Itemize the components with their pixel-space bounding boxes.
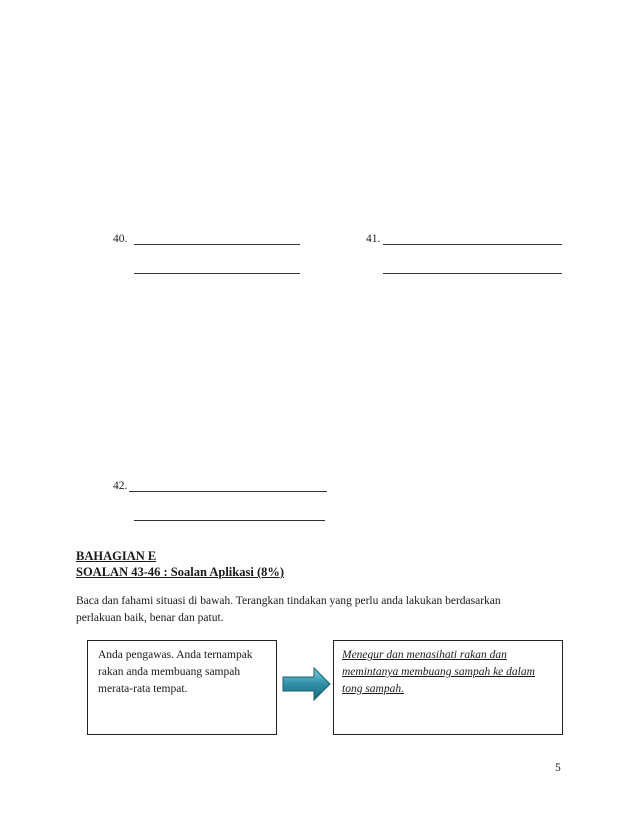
answer-box [333,640,563,735]
question-40-number: 40. [113,233,128,245]
situation-box [87,640,277,735]
arrow-right-icon [282,666,332,702]
section-title: BAHAGIAN E [76,549,157,563]
answer-text: Menegur dan menasihati rakan dan memintanya membuang sampah ke dalam tong sampah. [342,649,535,695]
instruction-line-2: perlakuan baik, benar dan patut. [76,612,224,624]
situation-text: Anda pengawas. Anda ternampak rakan anda membuang sampah merata-rata tempat. [98,649,253,695]
answer-line-41b[interactable] [383,273,562,274]
section-subtitle: SOALAN 43-46 : Soalan Aplikasi (8%) [76,565,285,579]
page-number: 5 [555,762,561,774]
answer-line-42b[interactable] [134,520,325,521]
answer-line-42a[interactable] [129,491,327,492]
answer-line-40a[interactable] [134,244,300,245]
answer-line-40b[interactable] [134,273,300,274]
question-42-number: 42. [113,480,128,492]
instruction-line-1: Baca dan fahami situasi di bawah. Terangkan tindakan yang perlu anda lakukan berdasarkan [76,595,501,607]
question-41-number: 41. [366,233,381,245]
answer-line-41a[interactable] [383,244,562,245]
